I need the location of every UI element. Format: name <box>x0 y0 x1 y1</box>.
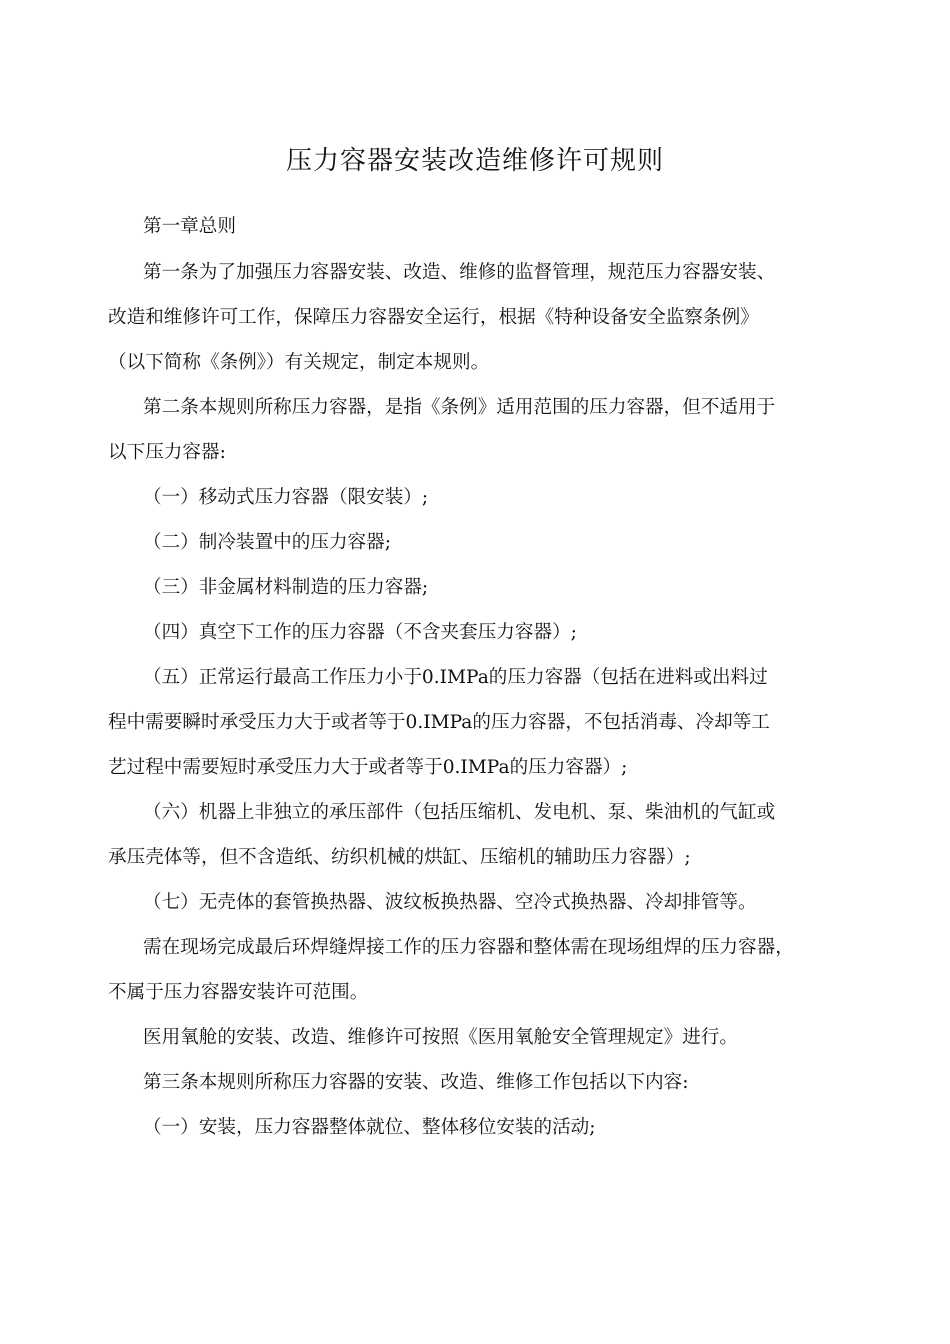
paragraph-line: 第二条本规则所称压力容器，是指《条例》适用范围的压力容器，但不适用于 <box>143 397 776 418</box>
paragraph-line: 第三条本规则所称压力容器的安装、改造、维修工作包括以下内容: <box>143 1072 689 1093</box>
list-item-continuation: 承压壳体等，但不含造纸、纺织机械的烘缸、压缩机的辅助压力容器）; <box>108 847 691 868</box>
paragraph-line: 医用氧舱的安装、改造、维修许可按照《医用氧舱安全管理规定》进行。 <box>143 1027 739 1048</box>
list-item: （一）移动式压力容器（限安装）; <box>143 487 429 508</box>
list-item: （一）安装，压力容器整体就位、整体移位安装的活动; <box>143 1117 596 1138</box>
paragraph-line: 以下压力容器: <box>108 442 226 463</box>
paragraph-line: 不属于压力容器安装许可范围。 <box>108 982 369 1003</box>
list-item-continuation: 程中需要瞬时承受压力大于或者等于0.IMPa的压力容器，不包括消毒、冷却等工 <box>108 712 770 733</box>
list-item: （四）真空下工作的压力容器（不含夹套压力容器）; <box>143 622 577 643</box>
list-item: （二）制冷装置中的压力容器; <box>143 532 391 553</box>
page-title: 压力容器安装改造维修许可规则 <box>285 146 664 176</box>
chapter-heading: 第一章总则 <box>143 216 236 237</box>
paragraph-line: 需在现场完成最后环焊缝焊接工作的压力容器和整体需在现场组焊的压力容器， <box>143 937 794 958</box>
list-item: （五）正常运行最高工作压力小于0.IMPa的压力容器（包括在进料或出料过 <box>143 667 768 688</box>
paragraph-line: （以下简称《条例》）有关规定，制定本规则。 <box>108 352 490 373</box>
list-item: （六）机器上非独立的承压部件（包括压缩机、发电机、泵、柴油机的气缸或 <box>143 802 776 823</box>
list-item: （三）非金属材料制造的压力容器; <box>143 577 429 598</box>
list-item-continuation: 艺过程中需要短时承受压力大于或者等于0.IMPa的压力容器）; <box>108 757 628 778</box>
paragraph-line: 第一条为了加强压力容器安装、改造、维修的监督管理，规范压力容器安装、 <box>143 262 776 283</box>
paragraph-line: 改造和维修许可工作，保障压力容器安全运行，根据《特种设备安全监察条例》 <box>108 307 759 328</box>
list-item: （七）无壳体的套管换热器、波纹板换热器、空冷式换热器、冷却排管等。 <box>143 892 757 913</box>
